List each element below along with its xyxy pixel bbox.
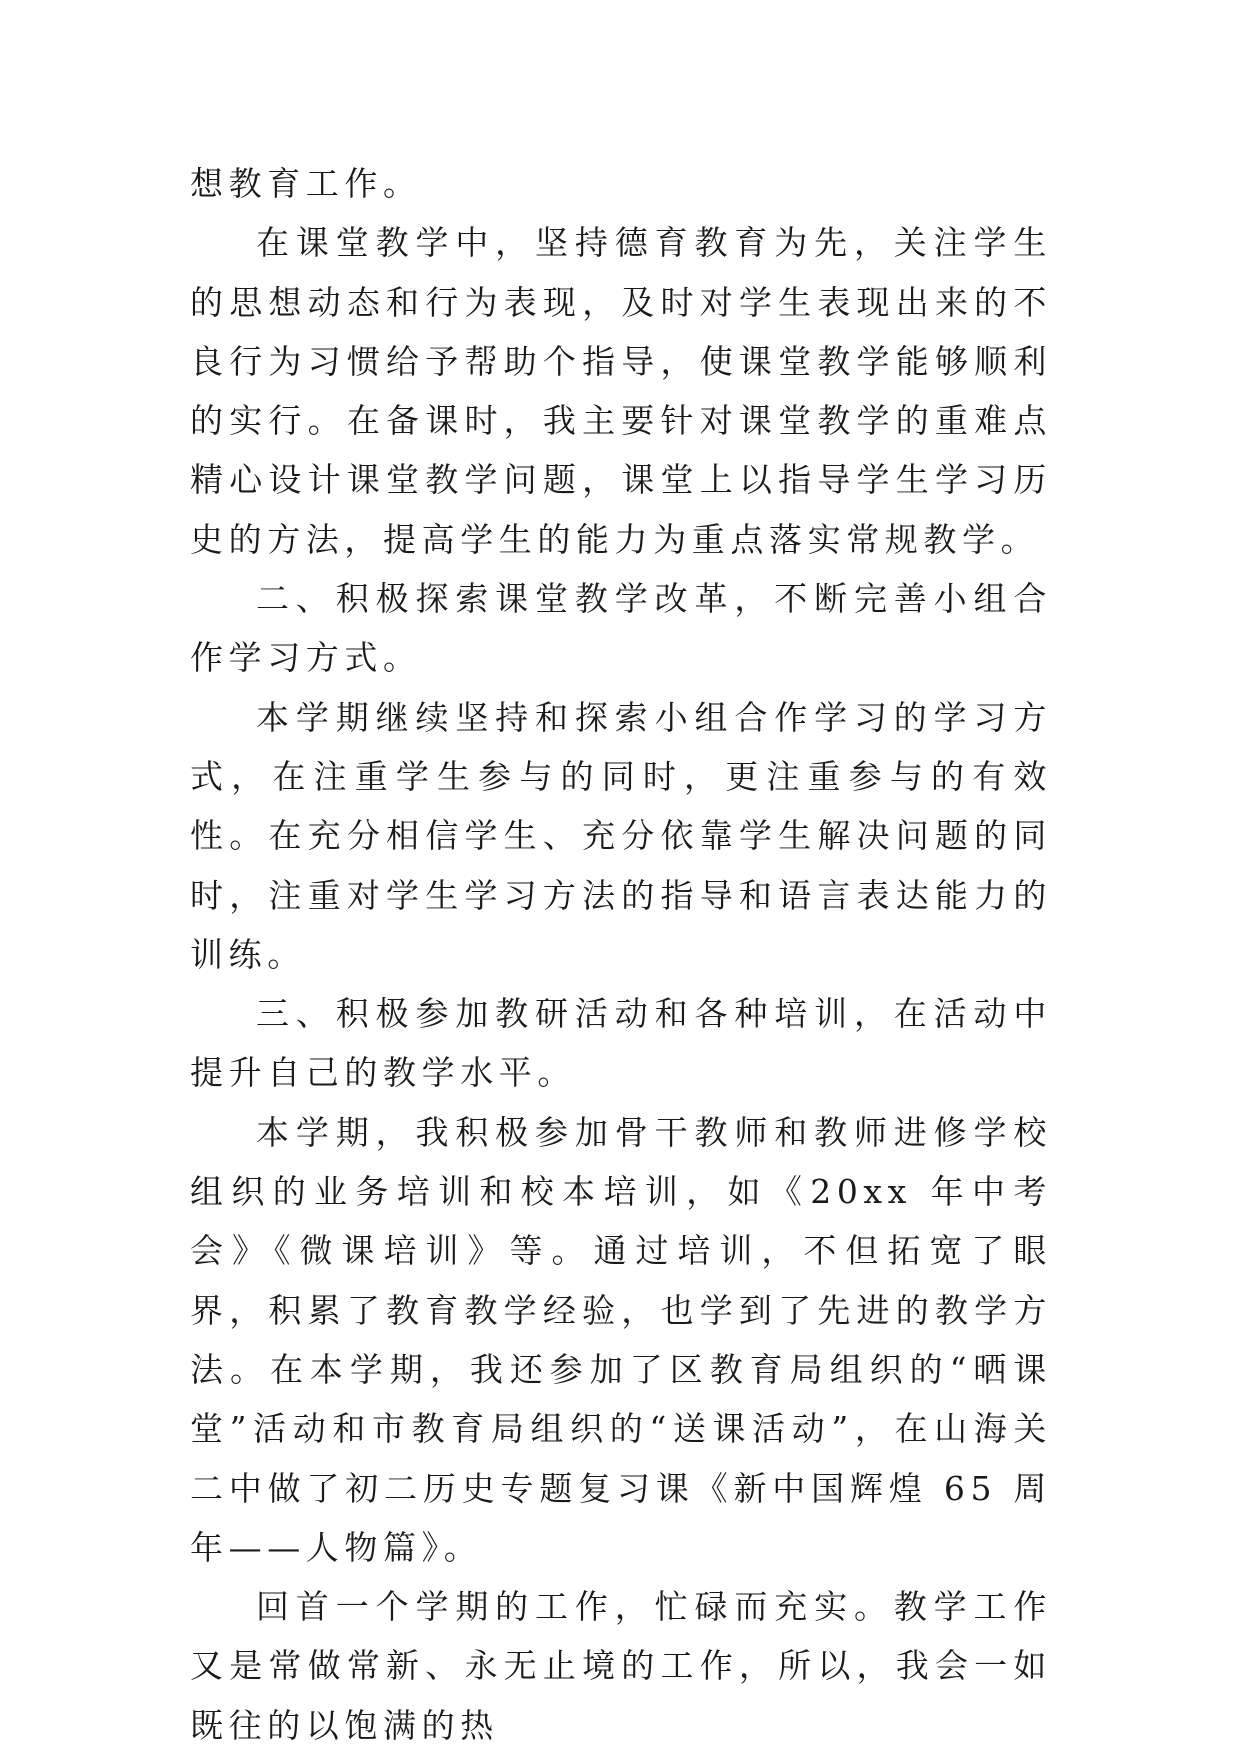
paragraph-classroom-teaching: 在课堂教学中，坚持德育教育为先，关注学生的思想动态和行为表现，及时对学生表现出来的不良行为习惯给予帮助个指导，使课堂教学能够顺利的实行。在备课时，我主要针对课堂教学的重难点精心设计课堂教学问题，课堂上以指导学生学习历史的方法，提高学生的能力为重点落实常规教学。 [190,223,1052,559]
paragraph-training: 本学期，我积极参加骨干教师和教师进修学校组织的业务培训和校本培训，如《20xx 年中考会》《微课培训》等。通过培训，不但拓宽了眼界，积累了教育教学经验，也学到了先进的教学方法。在本学期，我还参加了区教育局组织的“晒课堂”活动和市教育局组织的“送课活动”，在山海关二中做了初二历史专题复习课《新中国辉煌 65 周年——人物篇》。 [190,1112,1052,1567]
paragraph-group-learning: 本学期继续坚持和探索小组合作学习的学习方式，在注重学生参与的同时，更注重参与的有效性。在充分相信学生、充分依靠学生解决问题的同时，注重对学生学习方法的指导和语言表达能力的训练。 [190,697,1052,974]
paragraph-continuation: 想教育工作。 [190,164,422,203]
heading-section-three: 三、积极参加教研活动和各种培训，在活动中提升自己的教学水平。 [190,994,1052,1093]
heading-section-two: 二、积极探索课堂教学改革，不断完善小组合作学习方式。 [190,579,1052,678]
document-body [190,154,1052,1755]
paragraph-review: 回首一个学期的工作，忙碌而充实。教学工作又是常做常新、永无止境的工作，所以，我会一如既往的以饱满的热 [190,1587,1052,1745]
